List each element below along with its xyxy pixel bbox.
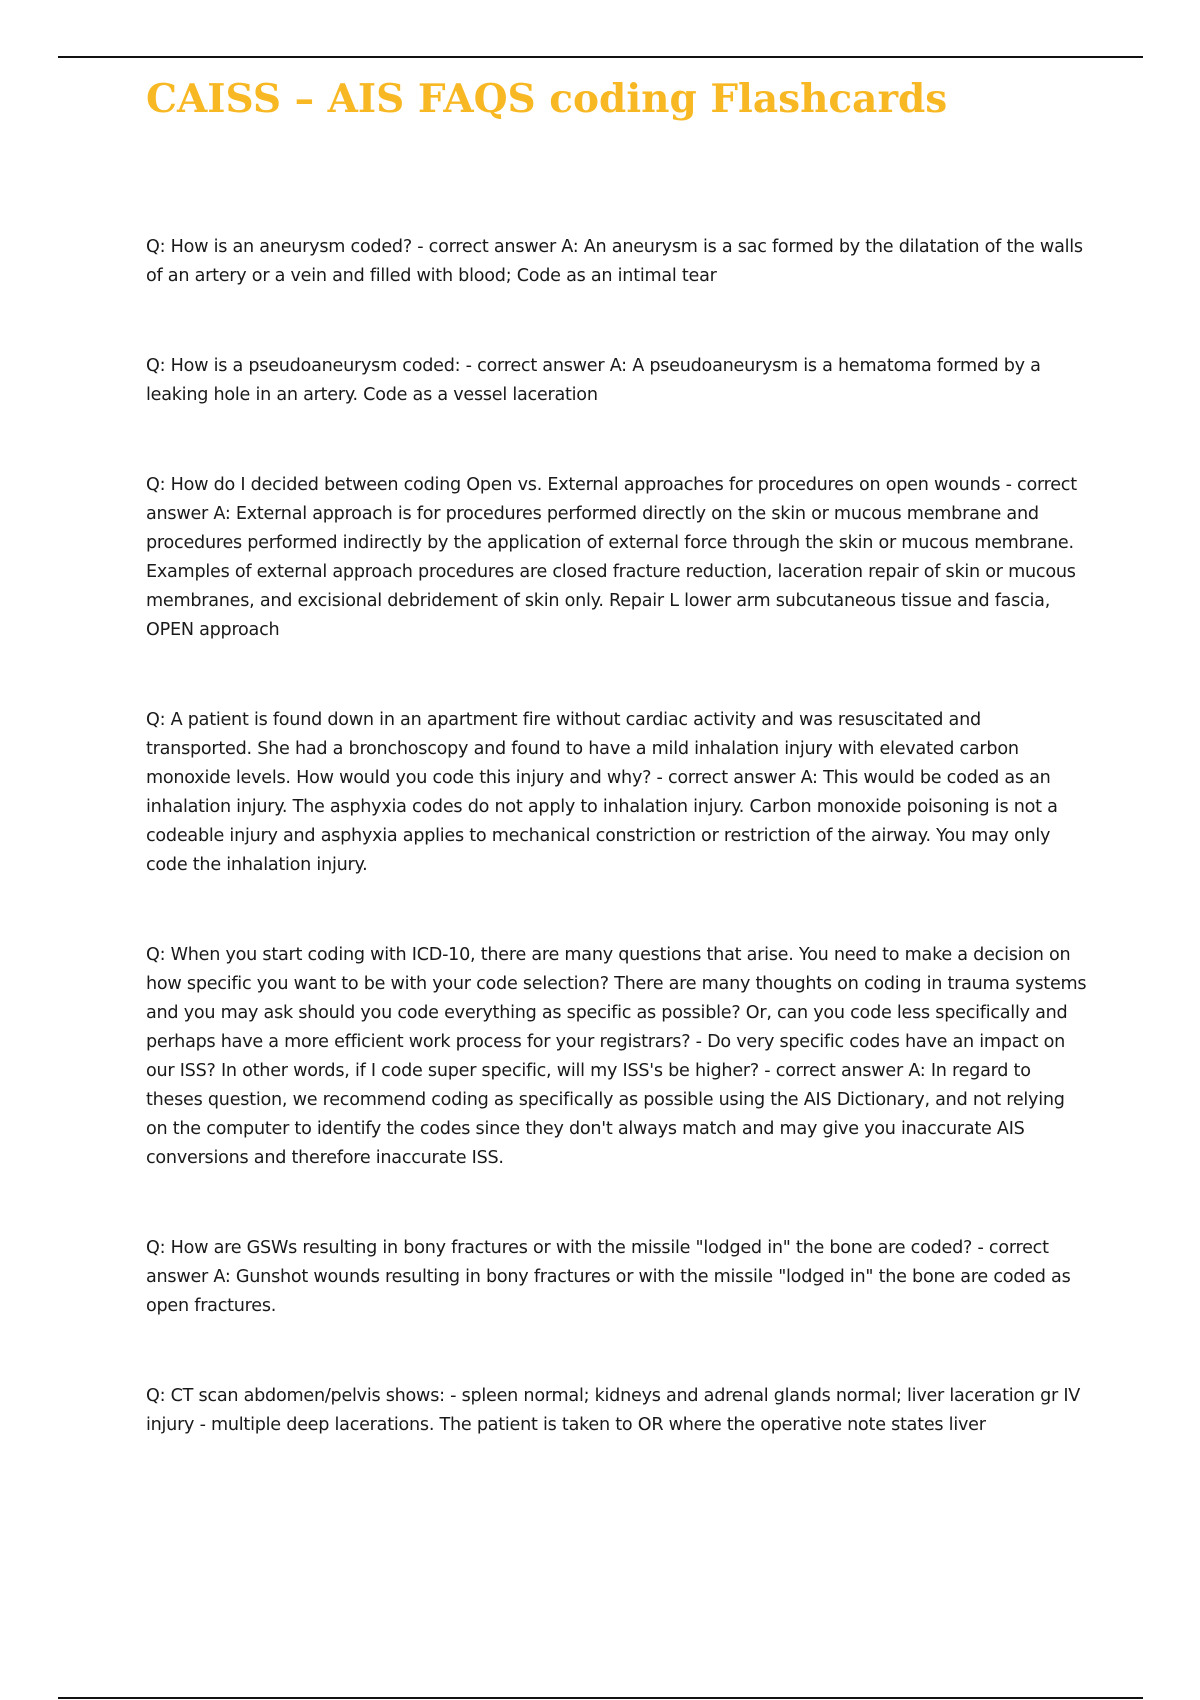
flashcard-aneurysm: Q: How is an aneurysm coded? - correct answer A: An aneurysm is a sac formed by the dilatation of the walls of an artery or a vein and filled with blood; Code as an intimal tear: [146, 237, 1083, 286]
flashcard-open-vs-external: Q: How do I decided between coding Open vs. External approaches for procedures on open wounds - correct answer A: External approach is for procedures performed directly on the skin or mucous membrane and procedures performed indirectly by the application of external force through the skin or mucous membrane. Examples of external approach procedures are closed fracture reduction, laceration repair of skin or mucous membranes, and excisional debridement of skin only. Repair L lower arm subcutaneous tissue and fascia, OPEN approach: [146, 475, 1077, 640]
flashcard-gsw-fractures: Q: How are GSWs resulting in bony fractures or with the missile "lodged in" the bone are coded? - correct answer A: Gunshot wounds resulting in bony fractures or with the missile "lodged in" the bone are coded as open fractures.: [146, 1238, 1071, 1316]
top-rule: [58, 56, 1143, 58]
flashcard-list: [146, 233, 1088, 1501]
document-title: CAISS – AIS FAQS coding Flashcards: [146, 76, 948, 122]
flashcard-icd10-specificity: Q: When you start coding with ICD-10, there are many questions that arise. You need to make a decision on how specific you want to be with your code selection? There are many thoughts on coding in trauma systems and you may ask should you code everything as specific as possible? Or, can you code less specifically and perhaps have a more efficient work process for your registrars? - Do very specific codes have an impact on our ISS? In other words, if I code super specific, will my ISS's be higher? - correct answer A: In regard to theses question, we recommend coding as specifically as possible using the AIS Dictionary, and not relying on the computer to identify the codes since they don't always match and may give you inaccurate AIS conversions and therefore inaccurate ISS.: [146, 945, 1087, 1168]
flashcard-inhalation-injury: Q: A patient is found down in an apartment fire without cardiac activity and was resuscitated and transported. She had a bronchoscopy and found to have a mild inhalation injury with elevated carbon monoxide levels. How would you code this injury and why? - correct answer A: This would be coded as an inhalation injury. The asphyxia codes do not apply to inhalation injury. Carbon monoxide poisoning is not a codeable injury and asphyxia applies to mechanical constriction or restriction of the airway. You may only code the inhalation injury.: [146, 710, 1058, 875]
bottom-rule: [58, 1697, 1143, 1699]
flashcard-ct-liver-laceration: Q: CT scan abdomen/pelvis shows: - spleen normal; kidneys and adrenal glands normal; liver laceration gr IV injury - multiple deep lacerations. The patient is taken to OR where the operative note states liver: [146, 1386, 1081, 1435]
flashcard-pseudoaneurysm: Q: How is a pseudoaneurysm coded: - correct answer A: A pseudoaneurysm is a hematoma formed by a leaking hole in an artery. Code as a vessel laceration: [146, 356, 1041, 405]
